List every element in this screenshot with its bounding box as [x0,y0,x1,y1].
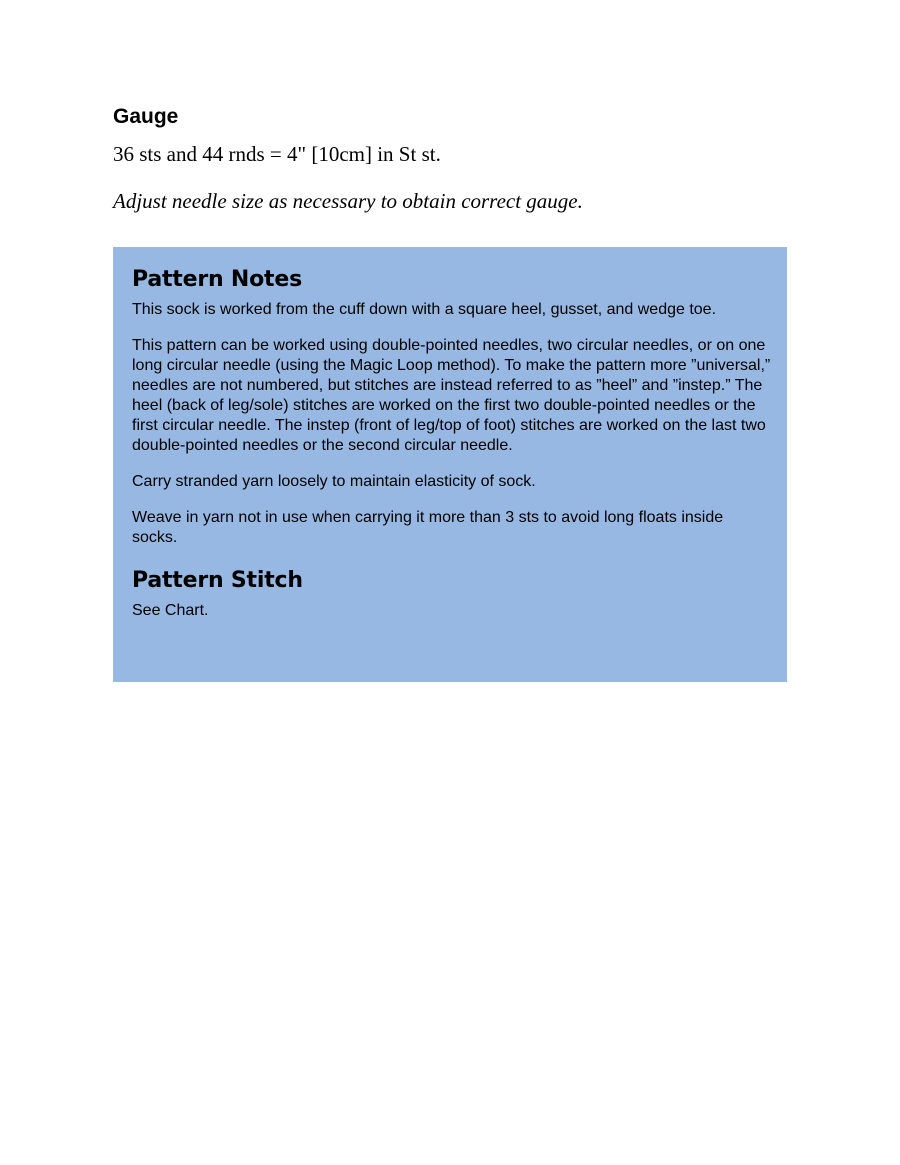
gauge-heading: Gauge [113,105,179,128]
pattern-notes-paragraph: Carry stranded yarn loosely to maintain elasticity of sock. [132,473,536,490]
pattern-notes-heading: Pattern Notes [132,267,302,292]
pattern-stitch-text: See Chart. [132,602,209,619]
pattern-notes-paragraph: This sock is worked from the cuff down with a square heel, gusset, and wedge toe. [132,301,717,318]
pattern-notes-box [113,247,787,682]
gauge-spec: 36 sts and 44 rnds = 4" [10cm] in St st. [113,142,441,166]
pattern-notes-paragraph: This pattern can be worked using double-pointed needles, two circular needles, or on one long circular needle (using the Magic Loop method). To make the pattern more ”universal,” needles are not numbered, but stitches are instead referred to as ”heel” and ”instep.” The heel (back of leg/sole) stitches are worked on the first two double-pointed needles or the first circular needle. The instep (front of leg/top of foot) stitches are worked on the last two double-pointed needles or the second circular needle. [132,337,771,454]
pattern-notes-paragraph: Weave in yarn not in use when carrying it more than 3 sts to avoid long floats inside socks. [132,509,724,546]
pattern-stitch-heading: Pattern Stitch [132,568,303,593]
gauge-note: Adjust needle size as necessary to obtain correct gauge. [113,189,583,213]
